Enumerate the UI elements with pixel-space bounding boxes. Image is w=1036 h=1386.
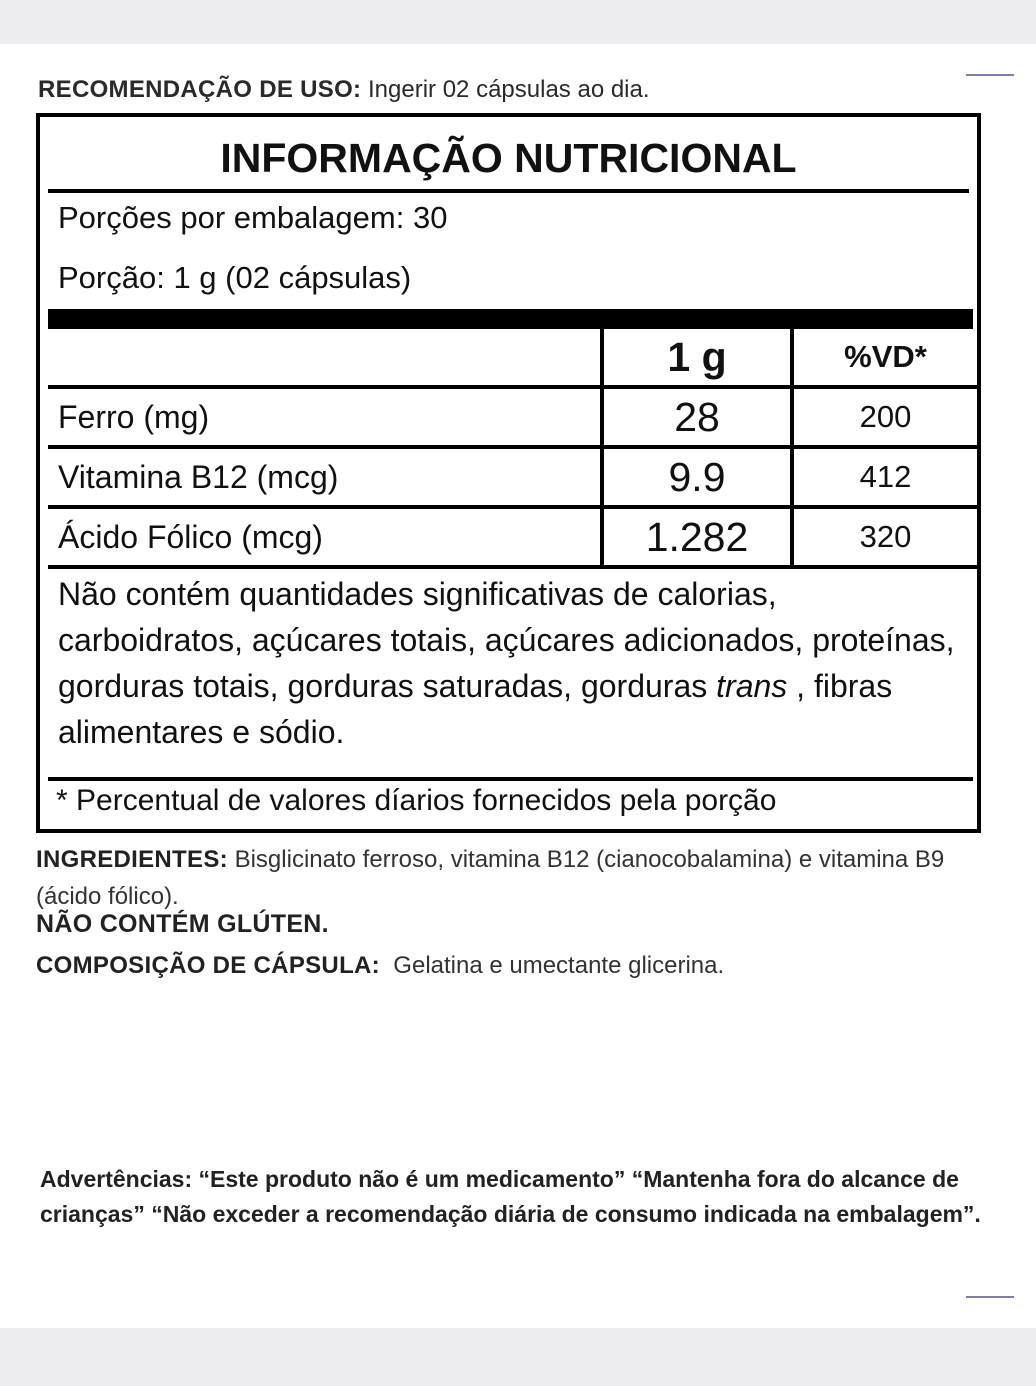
table-header-row — [48, 329, 977, 387]
table-row — [48, 447, 977, 507]
nutrition-title: INFORMAÇÃO NUTRICIONAL — [48, 127, 969, 193]
nutrient-amount: 28 — [602, 387, 792, 447]
table-row — [48, 387, 977, 447]
header-dv: %VD* — [792, 329, 977, 387]
nutrient-name: Vitamina B12 (mcg) — [48, 447, 602, 507]
nutrient-name: Ácido Fólico (mcg) — [48, 507, 602, 567]
gluten-statement: NÃO CONTÉM GLÚTEN. — [36, 910, 329, 938]
divider-bar — [48, 309, 973, 329]
servings-per-package: Porções por embalagem: 30 — [58, 200, 448, 235]
nutrient-dv: 320 — [792, 507, 977, 567]
edge-line-top — [966, 74, 1014, 76]
capsule-composition — [36, 952, 724, 980]
serving-size: Porção: 1 g (02 cápsulas) — [58, 260, 412, 295]
nutrient-dv: 412 — [792, 447, 977, 507]
capsule-label: COMPOSIÇÃO DE CÁPSULA: — [36, 952, 380, 979]
header-amount: 1 g — [602, 329, 792, 387]
nutrient-name: Ferro (mg) — [48, 387, 602, 447]
insignificant-nutrients-notice — [58, 571, 963, 755]
warnings: Advertências: “Este produto não é um medicamento” “Mantenha fora do alcance de crianças” “Não exceder a recomendação diária de consumo indicada na embalagem”. — [40, 1166, 981, 1227]
usage-label: RECOMENDAÇÃO DE USO: — [38, 76, 362, 103]
nutrient-amount: 9.9 — [602, 447, 792, 507]
usage-text: Ingerir 02 cápsulas ao dia. — [368, 76, 650, 103]
dv-footnote: * Percentual de valores díarios fornecidos pela porção — [56, 784, 777, 817]
nutrient-dv: 200 — [792, 387, 977, 447]
nutrition-table — [48, 329, 977, 569]
ingredients-label: INGREDIENTES: — [36, 846, 228, 873]
header-blank — [48, 329, 602, 387]
usage-recommendation — [38, 76, 650, 104]
notice-trans: trans — [716, 668, 788, 704]
nutrition-facts-box — [36, 113, 981, 833]
table-row — [48, 507, 977, 567]
notice-end: , fibras alimentares e sódio. — [58, 668, 893, 750]
ingredients-text: Bisglicinato ferroso, vitamina B12 (cianocobalamina) e vitamina B9 (ácido fólico). — [36, 846, 945, 910]
notice-main: Não contém quantidades significativas de calorias, carboidratos, açúcares totais, açúcares adicionados, proteínas, gorduras totais, gorduras saturadas, gorduras — [58, 576, 955, 704]
nutrient-amount: 1.282 — [602, 507, 792, 567]
capsule-text: Gelatina e umectante glicerina. — [393, 952, 725, 979]
ingredients — [36, 841, 976, 915]
edge-line-bottom — [966, 1296, 1014, 1298]
